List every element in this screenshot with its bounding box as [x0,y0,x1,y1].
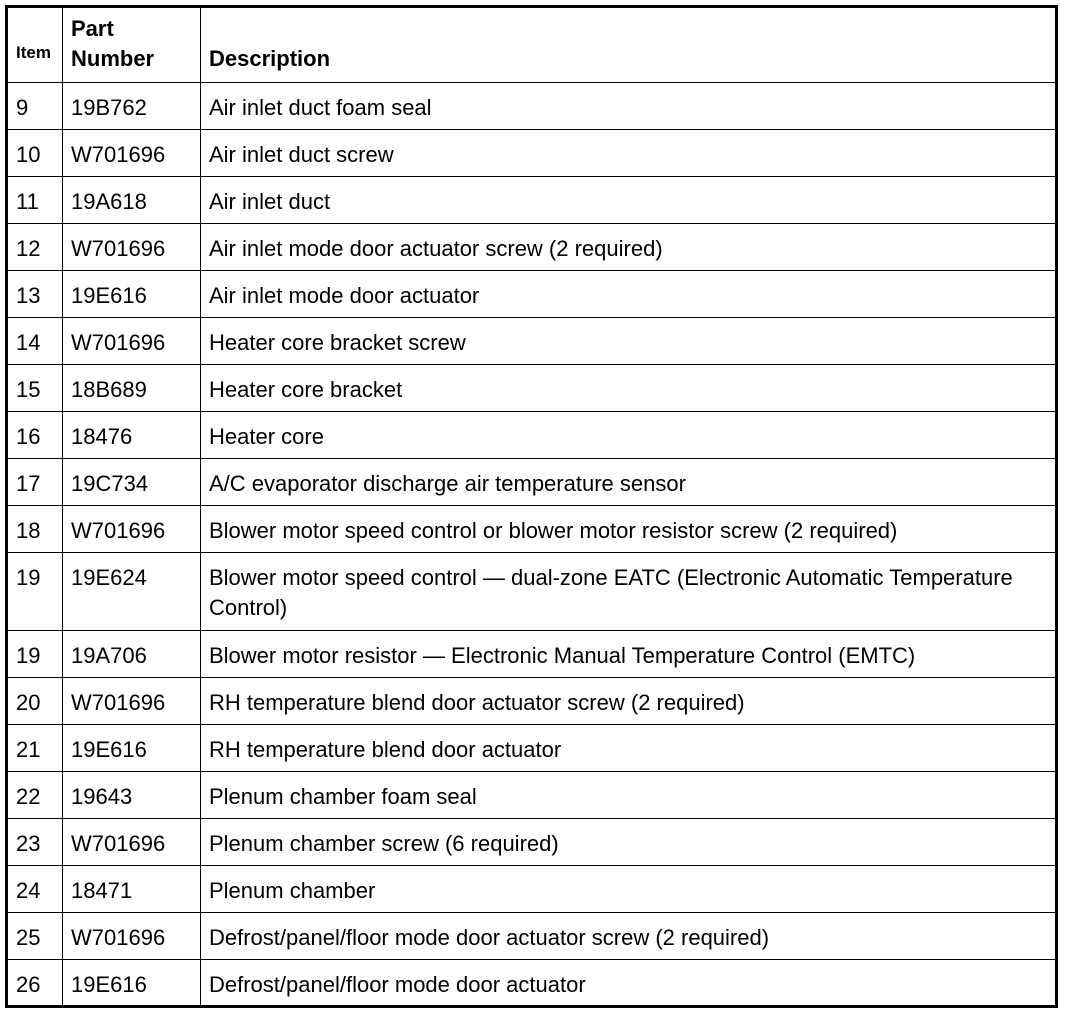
part-number-cell: W701696 [63,819,201,866]
part-number-cell: W701696 [63,678,201,725]
part-number-cell: 19E616 [63,725,201,772]
table-row [7,177,1057,224]
item-cell: 13 [7,271,63,318]
table-row [7,506,1057,553]
item-cell: 11 [7,177,63,224]
table-header-row [7,7,1057,83]
part-number-cell: W701696 [63,506,201,553]
description-cell: Heater core [201,412,1057,459]
description-cell: Air inlet mode door actuator screw (2 required) [201,224,1057,271]
table-row [7,412,1057,459]
description-cell: Plenum chamber [201,866,1057,913]
table-row [7,130,1057,177]
header-description: Description [201,7,1057,83]
part-number-cell: 19A618 [63,177,201,224]
item-cell: 10 [7,130,63,177]
header-part-number: Part Number [63,7,201,83]
item-cell: 9 [7,83,63,130]
table-row [7,725,1057,772]
item-cell: 23 [7,819,63,866]
description-cell: RH temperature blend door actuator screw (2 required) [201,678,1057,725]
part-number-cell: W701696 [63,224,201,271]
description-cell: Heater core bracket [201,365,1057,412]
description-cell: Defrost/panel/floor mode door actuator [201,960,1057,1007]
table-row [7,271,1057,318]
description-cell: Defrost/panel/floor mode door actuator screw (2 required) [201,913,1057,960]
description-cell: Blower motor speed control or blower motor resistor screw (2 required) [201,506,1057,553]
part-number-cell: 19643 [63,772,201,819]
part-number-cell: 19E616 [63,271,201,318]
item-cell: 26 [7,960,63,1007]
description-cell: Air inlet mode door actuator [201,271,1057,318]
part-number-cell: 19E624 [63,553,201,631]
item-cell: 24 [7,866,63,913]
part-number-cell: 18B689 [63,365,201,412]
item-cell: 22 [7,772,63,819]
description-cell: A/C evaporator discharge air temperature sensor [201,459,1057,506]
part-number-cell: W701696 [63,318,201,365]
table-row [7,819,1057,866]
item-cell: 19 [7,631,63,678]
table-row [7,772,1057,819]
table-row [7,553,1057,631]
table-row [7,318,1057,365]
description-cell: Air inlet duct [201,177,1057,224]
description-cell: Heater core bracket screw [201,318,1057,365]
description-cell: Blower motor speed control — dual-zone EATC (Electronic Automatic Temperature Control) [201,553,1057,631]
header-item: Item [7,7,63,83]
table-row [7,224,1057,271]
part-number-cell: W701696 [63,130,201,177]
parts-table [5,5,1058,1008]
description-cell: Air inlet duct screw [201,130,1057,177]
description-cell: Air inlet duct foam seal [201,83,1057,130]
table-row [7,365,1057,412]
part-number-cell: 18476 [63,412,201,459]
part-number-cell: 19E616 [63,960,201,1007]
item-cell: 12 [7,224,63,271]
item-cell: 21 [7,725,63,772]
part-number-cell: 19C734 [63,459,201,506]
description-cell: Blower motor resistor — Electronic Manual Temperature Control (EMTC) [201,631,1057,678]
item-cell: 15 [7,365,63,412]
table-row [7,913,1057,960]
part-number-cell: 18471 [63,866,201,913]
item-cell: 17 [7,459,63,506]
item-cell: 14 [7,318,63,365]
description-cell: Plenum chamber foam seal [201,772,1057,819]
table-row [7,866,1057,913]
table-row [7,678,1057,725]
table-row [7,631,1057,678]
item-cell: 25 [7,913,63,960]
description-cell: Plenum chamber screw (6 required) [201,819,1057,866]
part-number-cell: 19B762 [63,83,201,130]
item-cell: 19 [7,553,63,631]
table-row [7,83,1057,130]
description-cell: RH temperature blend door actuator [201,725,1057,772]
part-number-cell: W701696 [63,913,201,960]
table-row [7,960,1057,1007]
item-cell: 18 [7,506,63,553]
table-row [7,459,1057,506]
item-cell: 16 [7,412,63,459]
item-cell: 20 [7,678,63,725]
part-number-cell: 19A706 [63,631,201,678]
